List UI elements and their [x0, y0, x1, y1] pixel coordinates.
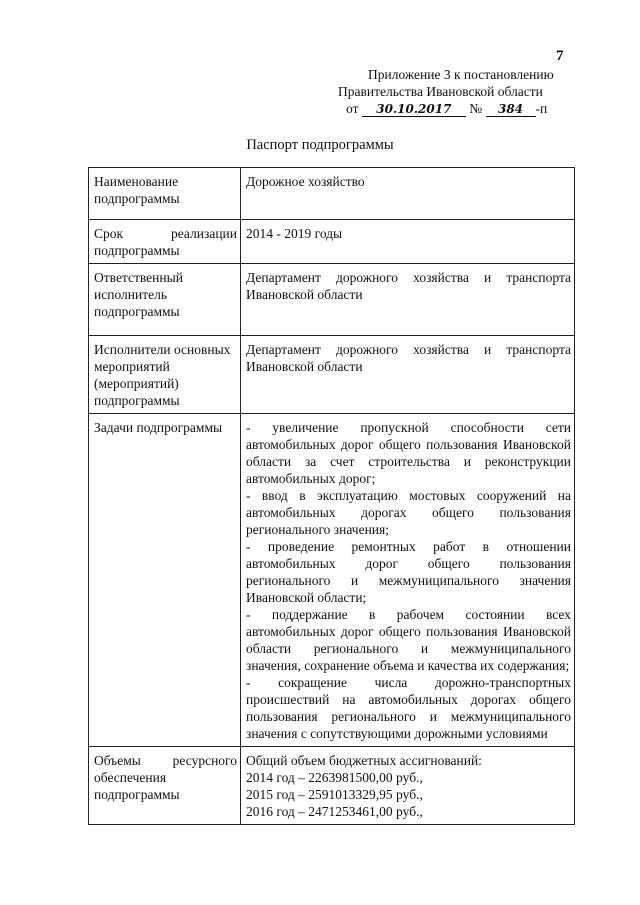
appendix-date-line [338, 100, 578, 117]
funding-year-2016: 2016 год – 2471253461,00 руб., [246, 804, 423, 819]
table-row-responsible [89, 264, 575, 336]
label-line: обеспечения [94, 770, 167, 785]
value-cell [241, 747, 575, 825]
subprogram-name: Дорожное хозяйство [246, 174, 365, 189]
label-line: Объемы ресурсного [94, 753, 237, 768]
task-item: - увеличение пропускной способности сети автомобильных дорог общего пользования Ивановской области за счет строительства и реконструкции автомобильных дорог; [246, 420, 571, 486]
responsible-executor: Департамент дорожного хозяйства и транспорта Ивановской области [246, 270, 571, 302]
label-cell [89, 414, 241, 747]
document-title: Паспорт подпрограммы [246, 137, 394, 153]
label-cell [89, 264, 241, 336]
label-line: Исполнители основных [94, 342, 231, 357]
label-line: (мероприятий) [94, 376, 179, 391]
implementation-period: 2014 - 2019 годы [246, 226, 343, 241]
funding-header: Общий объем бюджетных ассигнований: [246, 753, 482, 768]
number-sign: № [469, 101, 483, 116]
table-row-executors [89, 336, 575, 414]
label-cell [89, 747, 241, 825]
main-activities-executors: Департамент дорожного хозяйства и транспорта Ивановской области [246, 342, 571, 374]
funding-year-2015: 2015 год – 2591013329,95 руб., [246, 787, 423, 802]
label-line: подпрограммы [94, 787, 180, 802]
task-item: - сокращение числа дорожно-транспортных происшествий на автомобильных дорогах общего пользования регионального и межмуниципального значения с сопутствующими дорожными условиями [246, 675, 571, 741]
label-line: подпрограммы [94, 393, 180, 408]
handwritten-number: 384 [486, 102, 536, 117]
page-number: 7 [556, 48, 564, 64]
label-line: исполнитель [94, 287, 167, 302]
number-suffix: -п [535, 101, 548, 116]
handwritten-date: 30.10.2017 [362, 102, 466, 117]
task-item: - ввод в эксплуатацию мостовых сооружений на автомобильных дорогах общего пользования регионального значения; [246, 488, 571, 537]
table-row-funding [89, 747, 575, 825]
passport-table [88, 167, 575, 825]
label-cell [89, 168, 241, 220]
label-line: Наименование [94, 174, 179, 189]
label-cell [89, 220, 241, 264]
label-line: Ответственный [94, 270, 183, 285]
table-row-term [89, 220, 575, 264]
table-row-name [89, 168, 575, 220]
funding-year-2014: 2014 год – 2263981500,00 руб., [246, 770, 423, 785]
value-cell [241, 168, 575, 220]
value-cell [241, 264, 575, 336]
value-cell [241, 336, 575, 414]
appendix-header [338, 66, 578, 117]
value-cell [241, 414, 575, 747]
label-line: подпрограммы [94, 243, 180, 258]
label-line: подпрограммы [94, 304, 180, 319]
task-item: - проведение ремонтных работ в отношении автомобильных дорог общего пользования регионального и межмуниципального значения Ивановской области; [246, 539, 571, 605]
label-line: мероприятий [94, 359, 170, 374]
task-item: - поддержание в рабочем состоянии всех автомобильных дорог общего пользования Ивановской области регионального и межмуниципального значения, сохранение объема и качества их содержания; [246, 607, 571, 673]
prefix-ot: от [346, 101, 359, 116]
table-row-tasks [89, 414, 575, 747]
label-cell [89, 336, 241, 414]
appendix-line-1: Приложение 3 к постановлению [368, 67, 554, 82]
value-cell [241, 220, 575, 264]
label-line: Задачи подпрограммы [94, 420, 223, 435]
appendix-line-2: Правительства Ивановской области [338, 84, 543, 99]
label-line: подпрограммы [94, 191, 180, 206]
label-line: Срок реализации [94, 226, 237, 241]
